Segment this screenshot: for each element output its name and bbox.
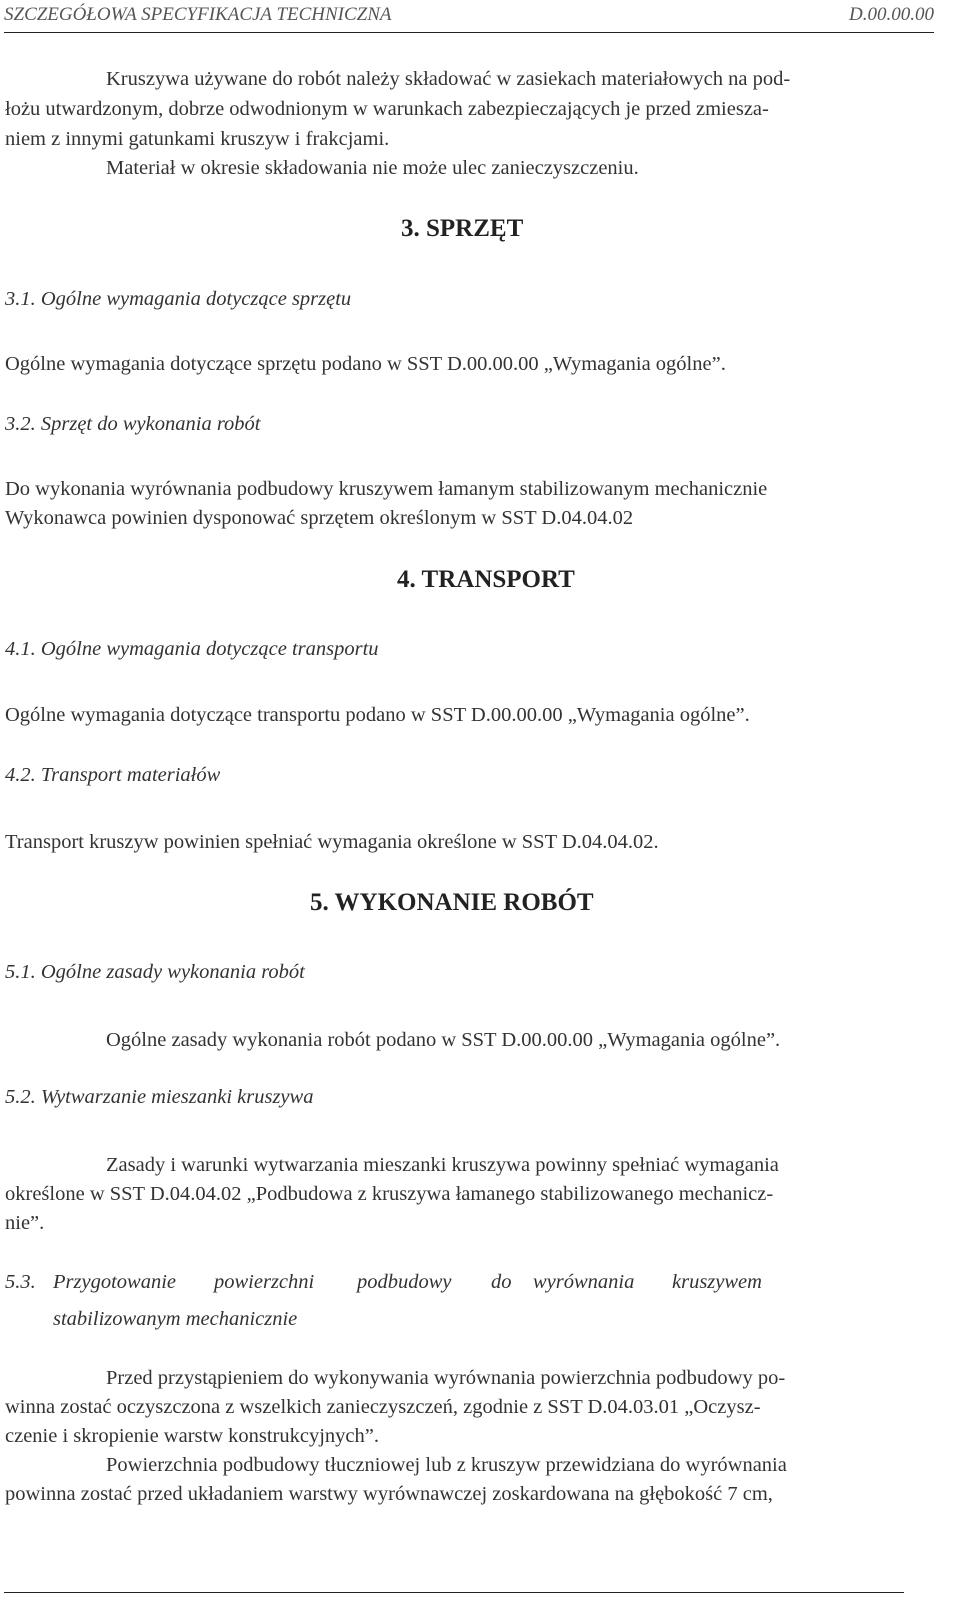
section-5-3-number: 5.3. bbox=[5, 1271, 36, 1293]
section-3-1-text: Ogólne wymagania dotyczące sprzętu podano w SST D.00.00.00 „Wymagania ogólne”. bbox=[5, 353, 726, 375]
header-title: SZCZEGÓŁOWA SPECYFIKACJA TECHNICZNA bbox=[4, 4, 392, 25]
section-3-2-line-2: Wykonawca powinien dysponować sprzętem określonym w SST D.04.04.02 bbox=[5, 507, 634, 529]
footer-rule bbox=[4, 1592, 904, 1593]
page-header bbox=[4, 4, 934, 33]
section-4-2-text: Transport kruszyw powinien spełniać wymagania określone w SST D.04.04.02. bbox=[5, 831, 659, 853]
section-5-3-title-line-2: stabilizowanym mechanicznie bbox=[53, 1308, 298, 1330]
section-4-1-title: 4.1. Ogólne wymagania dotyczące transportu bbox=[5, 638, 379, 660]
section-4-1-text: Ogólne wymagania dotyczące transportu podano w SST D.00.00.00 „Wymagania ogólne”. bbox=[5, 704, 750, 726]
intro-line-3: niem z innymi gatunkami kruszyw i frakcjami. bbox=[5, 128, 390, 150]
section-5-3-word: powierzchni bbox=[214, 1271, 315, 1293]
section-5-2-line-2: określone w SST D.04.04.02 „Podbudowa z kruszywa łamanego stabilizowanego mechanicz- bbox=[5, 1183, 774, 1205]
intro-line-4: Materiał w okresie składowania nie może ulec zanieczyszczeniu. bbox=[106, 157, 639, 179]
section-5-1-title: 5.1. Ogólne zasady wykonania robót bbox=[5, 961, 305, 983]
section-5-3-word: do bbox=[491, 1271, 512, 1293]
intro-line-1: Kruszywa używane do robót należy składować w zasiekach materiałowych na pod- bbox=[106, 68, 791, 90]
section-5-1-text: Ogólne zasady wykonania robót podano w SST D.00.00.00 „Wymagania ogólne”. bbox=[106, 1029, 781, 1051]
section-5-3-line-4: Powierzchnia podbudowy tłuczniowej lub z kruszyw przewidziana do wyrównania bbox=[106, 1454, 787, 1476]
header-code: D.00.00.00 bbox=[849, 4, 934, 25]
section-3-1-title: 3.1. Ogólne wymagania dotyczące sprzętu bbox=[5, 288, 352, 310]
section-5-2-title: 5.2. Wytwarzanie mieszanki kruszywa bbox=[5, 1086, 314, 1108]
intro-line-2: łożu utwardzonym, dobrze odwodnionym w warunkach zabezpieczających je przed zmiesza- bbox=[5, 98, 769, 120]
section-4-2-title: 4.2. Transport materiałów bbox=[5, 764, 221, 786]
section-5-2-line-1: Zasady i warunki wytwarzania mieszanki kruszywa powinny spełniać wymagania bbox=[106, 1154, 779, 1176]
section-5-3-line-1: Przed przystąpieniem do wykonywania wyrównania powierzchnia podbudowy po- bbox=[106, 1367, 786, 1389]
section-5-heading: 5. WYKONANIE ROBÓT bbox=[310, 889, 594, 916]
section-5-3-line-3: czenie i skropienie warstw konstrukcyjnych”. bbox=[5, 1425, 380, 1447]
section-4-heading: 4. TRANSPORT bbox=[397, 566, 575, 593]
section-5-3-word: wyrównania bbox=[533, 1271, 635, 1293]
section-3-2-title: 3.2. Sprzęt do wykonania robót bbox=[5, 413, 261, 435]
section-5-3-word: kruszywem bbox=[672, 1271, 762, 1293]
section-5-3-title bbox=[5, 1270, 785, 1294]
section-5-2-line-3: nie”. bbox=[5, 1212, 45, 1234]
section-3-heading: 3. SPRZĘT bbox=[401, 215, 524, 242]
section-3-2-line-1: Do wykonania wyrównania podbudowy kruszywem łamanym stabilizowanym mechanicznie bbox=[5, 478, 768, 500]
section-5-3-word: Przygotowanie bbox=[53, 1271, 176, 1293]
section-5-3-word: podbudowy bbox=[357, 1271, 452, 1293]
section-5-3-line-2: winna zostać oczyszczona z wszelkich zanieczyszczeń, zgodnie z SST D.04.03.01 „Oczysz- bbox=[5, 1396, 761, 1418]
section-5-3-line-5: powinna zostać przed układaniem warstwy wyrównawczej zoskardowana na głębokość 7 cm, bbox=[5, 1483, 773, 1505]
